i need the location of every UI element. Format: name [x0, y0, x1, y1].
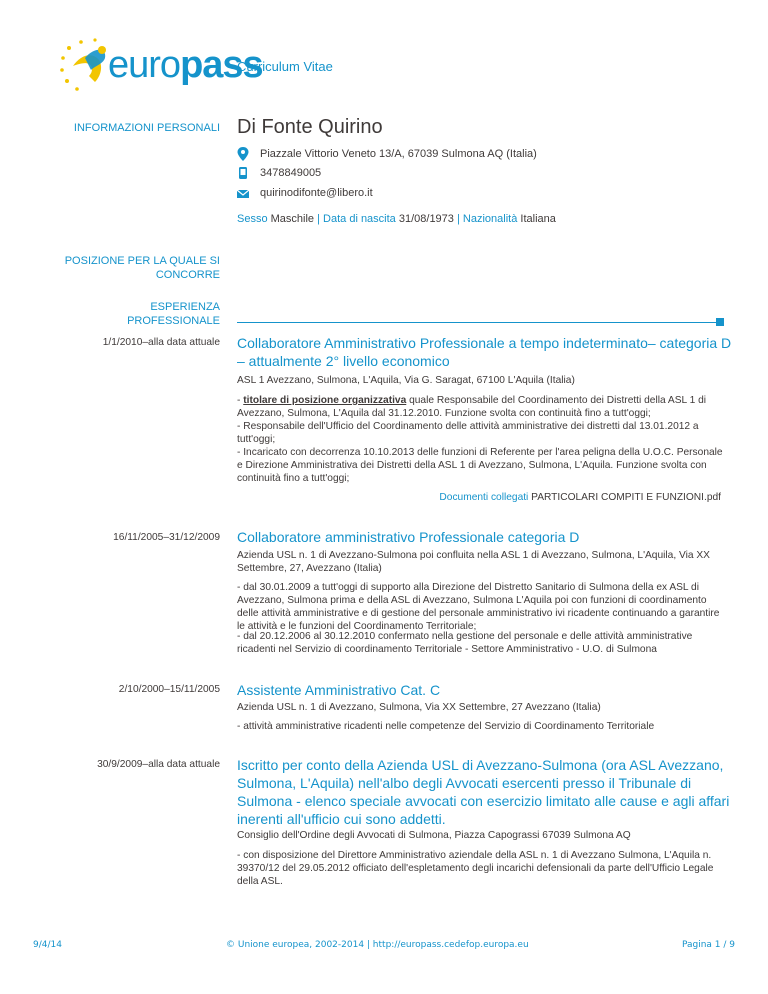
experience-label: ESPERIENZA PROFESSIONALE [127, 301, 220, 327]
nationality-label: Nazionalità [462, 213, 518, 225]
section-divider [237, 322, 716, 323]
location-icon [236, 147, 250, 161]
job-description: - dal 20.12.2006 al 30.12.2010 confermato nella gestione del personale e delle attività amministrative ricadenti nel Servizio di coordinamento Territoriale - Settore Amministrativo - U.O. di Sulmona [237, 631, 693, 655]
sex-label: Sesso [237, 213, 268, 225]
birth-label: Data di nascita [323, 213, 396, 225]
phone-text: 3478849005 [260, 167, 322, 179]
email-icon [236, 187, 250, 201]
personal-details-line [237, 213, 556, 225]
separator: | [456, 213, 460, 225]
position-label: POSIZIONE PER LA QUALE SI CONCORRE [64, 255, 220, 281]
section-divider-marker [716, 318, 724, 326]
job-employer: Azienda USL n. 1 di Avezzano, Sulmona, Via XX Settembre, 27 Avezzano (Italia) [237, 702, 601, 713]
job-title: Iscritto per conto della Azienda USL di Avezzano-Sulmona (ora ASL Avezzano, Sulmona, L'Aquila) nell'albo degli Avvocati esercenti presso il Tribunale di Sulmona - elenco speciale avvocati con esercizio limitato alle cause e agli affari inerenti all'ufficio cui sono addetti. [237, 757, 730, 827]
separator: | [317, 213, 320, 225]
job-date: 30/9/2009–alla data attuale [97, 759, 220, 770]
linked-document-file[interactable]: PARTICOLARI COMPITI E FUNZIONI.pdf [531, 492, 721, 503]
sex-value: Maschile [270, 213, 315, 225]
europass-wordmark: europass [108, 44, 263, 86]
footer-date: 9/4/14 [33, 940, 62, 950]
job-description: - attività amministrative ricadenti nelle competenze del Servizio di Coordinamento Territoriale [237, 721, 655, 732]
page-number: Pagina 1 / 9 [681, 940, 735, 950]
email-text[interactable]: quirinodifonte@libero.it [260, 187, 373, 199]
personal-info-label: INFORMAZIONI PERSONALI [73, 122, 220, 134]
birth-value: 31/08/1973 [398, 213, 454, 225]
job-date: 2/10/2000–15/11/2005 [118, 684, 220, 695]
job-employer: Azienda USL n. 1 di Avezzano-Sulmona poi confluita nella ASL 1 di Avezzano, Sulmona, L'Aquila, Via XX Settembre, 27, Avezzano (Italia) [237, 550, 710, 574]
mobile-phone-icon [236, 166, 250, 180]
job-role-highlight: titolare di posizione organizzativa [243, 395, 407, 406]
job-description: - Incaricato con decorrenza 10.10.2013 delle funzioni di Referente per l'area peligna della U.O.C. Personale e Direzione Amministrativa dei Distretti della ASL 1 di Avezzano, Sulmona, L'Aquila. Funzione svolta con continuità fino a tutt'oggi; [237, 447, 723, 484]
nationality-value: Italiana [520, 213, 556, 225]
person-name: Di Fonte Quirino [237, 116, 383, 138]
job-title: Collaboratore amministrativo Professionale categoria D [237, 529, 580, 545]
job-date: 16/11/2005–31/12/2009 [113, 532, 220, 543]
job-description: - con disposizione del Direttore Amministrativo aziendale della ASL n. 1 di Avezzano Sulmona, L'Aquila n. 39370/12 del 29.05.2012 officiato dell'espletamento degli incarichi defensionali da parte dell'Ufficio Legale della ASL. [237, 850, 714, 887]
linked-documents [439, 492, 721, 503]
footer-copyright[interactable]: © Unione europea, 2002-2014 | http://europass.cedefop.europa.eu [226, 940, 529, 950]
job-description: - dal 30.01.2009 a tutt'oggi di supporto alla Direzione del Distretto Sanitario di Sulmona della ex ASL di Avezzano, Sulmona prima e della ASL di Avezzano, Sulmona L'Aquila poi con funzioni di coordinamento delle attività amministrative e di gestione del personale amministrativo ivi ricadente continuando a garantire le attività e le funzioni del Coordinamento Territoriale; [237, 582, 720, 632]
job-employer: Consiglio dell'Ordine degli Avvocati di Sulmona, Piazza Capograssi 67039 Sulmona AQ [237, 830, 631, 841]
linked-documents-label: Documenti collegati [439, 492, 529, 503]
job-date: 1/1/2010–alla data attuale [102, 337, 220, 348]
job-title: Assistente Amministrativo Cat. C [237, 682, 441, 698]
job-employer: ASL 1 Avezzano, Sulmona, L'Aquila, Via G. Saragat, 67100 L'Aquila (Italia) [237, 375, 575, 386]
job-description: - titolare di posizione organizzativa quale Responsabile del Coordinamento dei Distretti della ASL 1 di Avezzano, Sulmona, L'Aquila dal 31.12.2010. Funzione svolta con continuità fino a tutt'oggi; [237, 395, 707, 419]
document-title: Curriculum Vitae [237, 59, 333, 74]
job-title: Collaboratore Amministrativo Professionale a tempo indeterminato– categoria D – attualmente 2° livello economico [237, 335, 732, 369]
address-text: Piazzale Vittorio Veneto 13/A, 67039 Sulmona AQ (Italia) [260, 148, 537, 160]
job-description: - Responsabile dell'Ufficio del Coordinamento delle attività amministrative dei distretti dal 13.01.2012 a tutt'oggi; [237, 421, 699, 445]
